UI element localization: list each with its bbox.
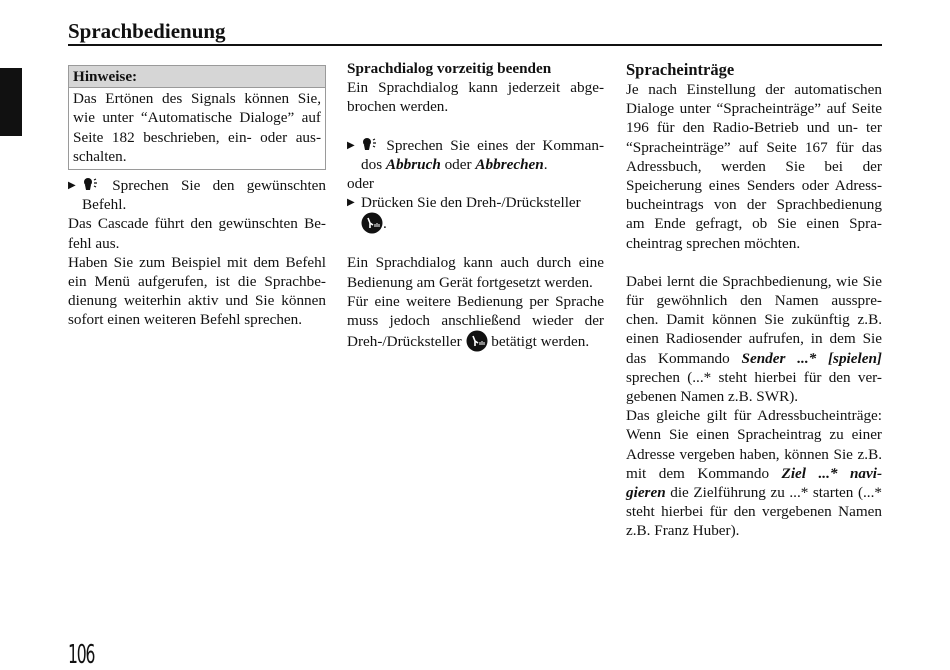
instruction-text: Sprechen Sie den gewünschten Befehl. [82, 177, 326, 214]
command-ziel: Ziel ...* navi- gieren [626, 464, 882, 502]
instruction-speak-command [68, 176, 326, 214]
command-abbruch: Abbruch [385, 155, 441, 173]
page-title: Sprachbedienung [68, 19, 226, 43]
rotary-knob-icon [466, 330, 488, 352]
chapter-tab-marker [0, 68, 22, 136]
paragraph: Ein Sprachdialog kann auch durch eine Bedienung am Gerät fortgesetzt werden. [347, 254, 604, 291]
speak-icon [361, 137, 379, 151]
title-rule [68, 44, 882, 46]
column-2 [347, 59, 604, 352]
instruction-speak-abort [347, 136, 604, 174]
paragraph: Je nach Einstellung der automatischen Dialoge unter “Spracheinträge” auf Seite 196 für den Radio-Betrieb und un- ter “Spracheinträge” auf Seite 167 für das Adressbuch, werden Sie bei der Speicherung eines Senders oder Adress- bucheintrags von der Sprachbedienung am Ende gefragt, ob Sie einen Spra- cheintrag sprechen möchten. [626, 81, 882, 252]
or-label: oder [347, 175, 374, 193]
section-heading: Sprachdialog vorzeitig beenden [347, 60, 552, 77]
paragraph [626, 406, 882, 540]
triangle-bullet-icon: ▶ [347, 197, 355, 209]
instruction-press-knob [347, 193, 604, 234]
paragraph-text: Das gleiche gilt für Adressbucheinträge: Wenn Sie einen Spracheintrag zu einer Adresse vergeben haben, können Sie z.B. mit dem Kommando [626, 407, 882, 482]
column-3 [626, 59, 882, 541]
note-text: Das Ertönen des Signals können Sie, wie unter “Automatische Dialoge” auf Seite 182 beschrieben, ein- oder aus- schalten. [73, 90, 321, 165]
page-number: 106 [68, 640, 95, 670]
column-1 [68, 65, 326, 330]
paragraph-text: sprechen (...* steht hierbei für den ver- gebenen Namen z.B. SWR). [626, 368, 882, 406]
command-sender: Sender ...* [spielen] [741, 349, 882, 367]
instruction-text: . [383, 215, 387, 233]
note-title: Hinweise: [69, 66, 325, 88]
note-box [68, 65, 326, 170]
instruction-text: . [543, 155, 548, 173]
instruction-text: Drücken Sie den Dreh-/Drücksteller [361, 194, 581, 212]
paragraph: Ein Sprachdialog kann jederzeit abge- brochen werden. [347, 79, 604, 116]
paragraph: Das Cascade führt den gewünschten Be- fehl aus. [68, 215, 326, 252]
triangle-bullet-icon: ▶ [68, 180, 76, 192]
rotary-knob-icon [361, 212, 383, 234]
command-abbrechen: Abbrechen [475, 155, 544, 173]
triangle-bullet-icon: ▶ [347, 139, 355, 151]
section-heading: Spracheinträge [626, 60, 735, 79]
speak-icon [82, 177, 100, 191]
instruction-text: oder [440, 155, 476, 173]
paragraph-text: die Zielführung zu ...* starten (...* steht hierbei für den vergebenen Namen z.B. Franz Huber). [626, 484, 882, 540]
paragraph-text: Für eine weitere Bedienung per Sprache muss jedoch anschließend wieder der Dreh-/Drücksteller [347, 292, 604, 351]
instruction-text: Sprechen Sie eines der Komman- dos [361, 136, 605, 173]
paragraph: Haben Sie zum Beispiel mit dem Befehl ein Menü aufgerufen, ist die Sprachbe- dienung weiterhin aktiv und Sie können sofort einen weiteren Befehl sprechen. [68, 253, 326, 329]
paragraph [347, 292, 604, 352]
paragraph-text: Dabei lernt die Sprachbedienung, wie Sie für gewöhnlich den Namen ausspre- chen. Damit können Sie zukünftig z.B. einen Radiosender aufrufen, in dem Sie das Kommando [626, 272, 882, 367]
paragraph-text: betätigt werden. [491, 333, 590, 351]
paragraph [626, 272, 882, 406]
